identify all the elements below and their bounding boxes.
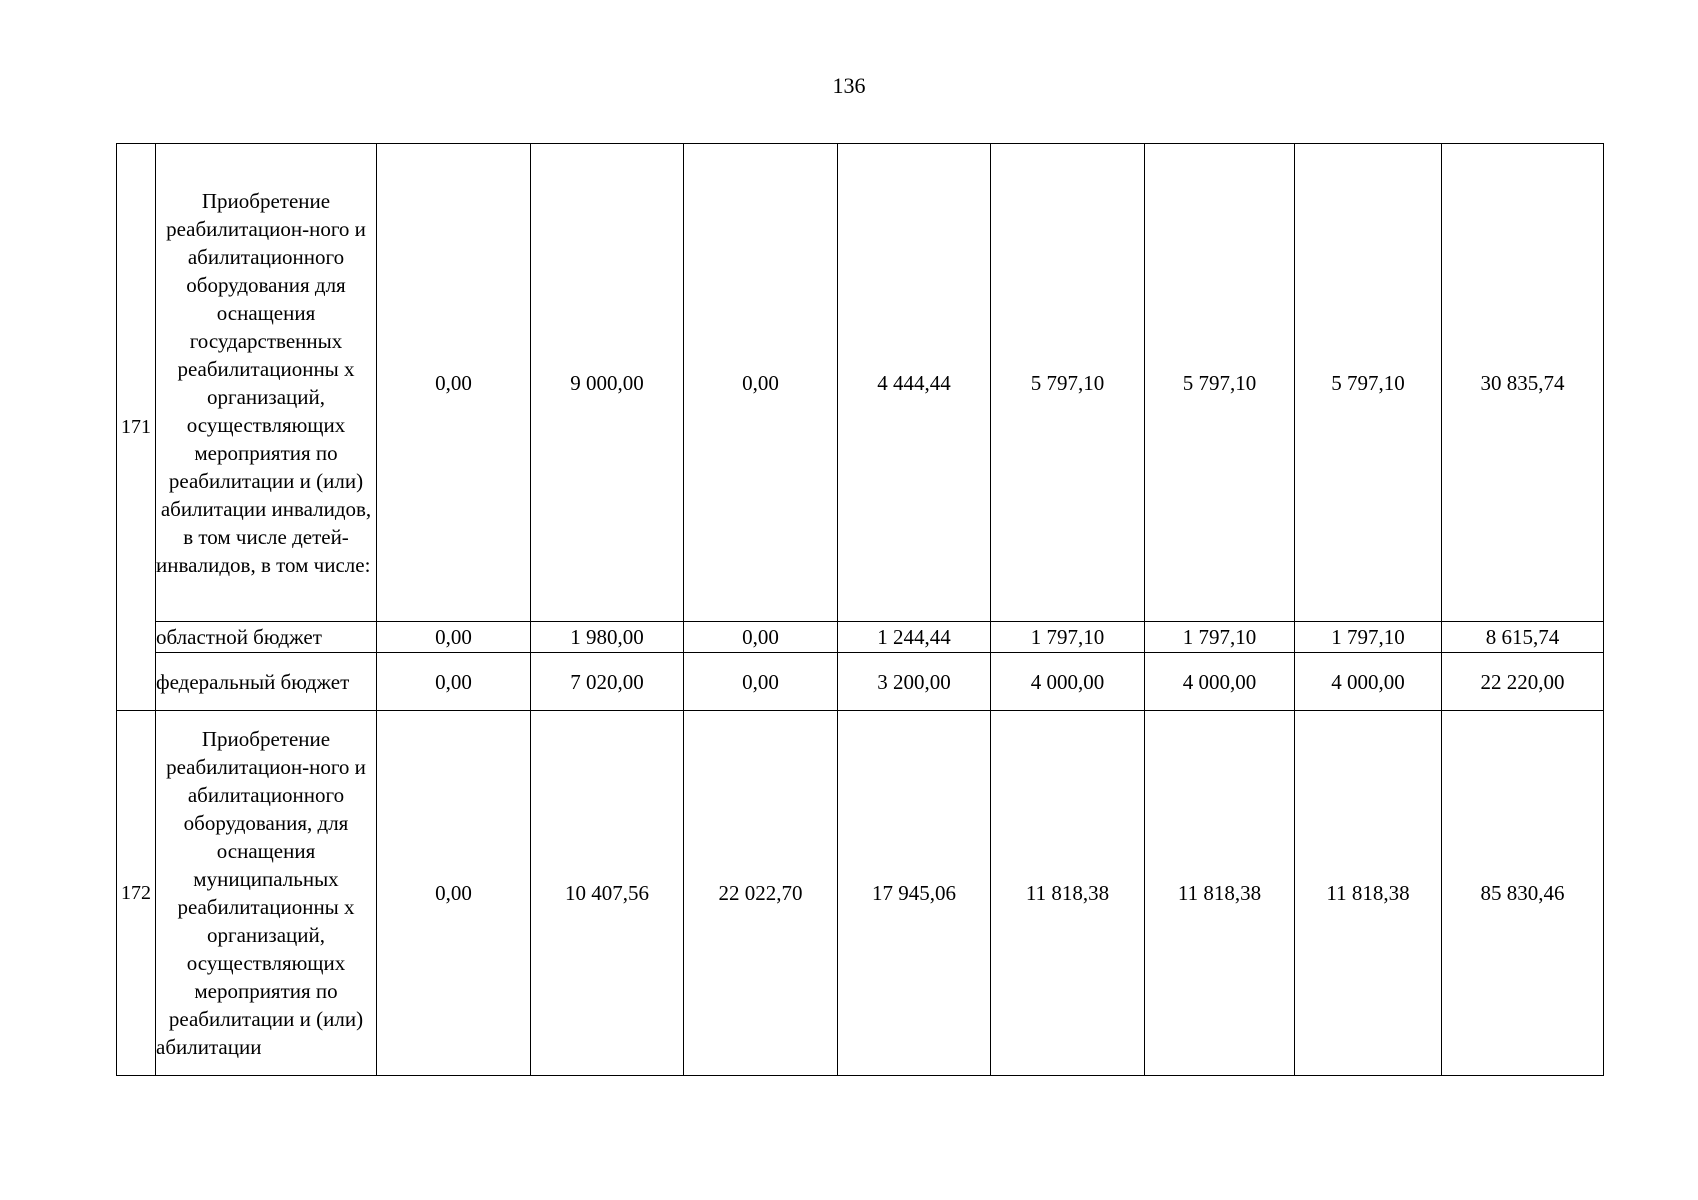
cell-value: 0,00 [377, 144, 531, 622]
cell-value: 9 000,00 [531, 144, 684, 622]
cell-value: 0,00 [684, 622, 838, 653]
cell-value: 11 818,38 [1295, 711, 1442, 1076]
cell-value: 11 818,38 [1145, 711, 1295, 1076]
cell-value-total: 8 615,74 [1442, 622, 1604, 653]
cell-value: 0,00 [684, 653, 838, 711]
row-description: областной бюджет [156, 622, 377, 653]
cell-value: 0,00 [377, 653, 531, 711]
cell-value: 3 200,00 [838, 653, 991, 711]
row-number: 172 [117, 711, 156, 1076]
cell-value: 4 000,00 [991, 653, 1145, 711]
cell-value: 7 020,00 [531, 653, 684, 711]
cell-value: 22 022,70 [684, 711, 838, 1076]
page-number: 136 [832, 73, 866, 98]
cell-value: 4 000,00 [1295, 653, 1442, 711]
cell-value: 1 980,00 [531, 622, 684, 653]
cell-value: 4 000,00 [1145, 653, 1295, 711]
cell-value: 10 407,56 [531, 711, 684, 1076]
cell-value-total: 85 830,46 [1442, 711, 1604, 1076]
row-number: 171 [117, 144, 156, 711]
row-description: Приобретение реабилитацион-ного и абилитационного оборудования, для оснащения муниципальных реабилитационны х организаций, осуществляющих мероприятия по реабилитации и (или) абилитации [156, 711, 377, 1076]
cell-value: 17 945,06 [838, 711, 991, 1076]
cell-value: 5 797,10 [991, 144, 1145, 622]
cell-value: 1 797,10 [1145, 622, 1295, 653]
table-row-171 [117, 144, 1604, 622]
cell-value: 1 797,10 [991, 622, 1145, 653]
row-description: Приобретение реабилитацион-ного и абилитационного оборудования для оснащения государственных реабилитационны х организаций, осуществляющих мероприятия по реабилитации и (или) абилитации инвалидов, в том числе детей-инвалидов, в том числе: [156, 144, 377, 622]
cell-value: 5 797,10 [1145, 144, 1295, 622]
cell-value-total: 22 220,00 [1442, 653, 1604, 711]
cell-value: 0,00 [377, 711, 531, 1076]
cell-value-total: 30 835,74 [1442, 144, 1604, 622]
cell-value: 1 797,10 [1295, 622, 1442, 653]
cell-value: 0,00 [684, 144, 838, 622]
table-row-federal-budget [117, 653, 1604, 711]
cell-value: 11 818,38 [991, 711, 1145, 1076]
row-description: федеральный бюджет [156, 653, 377, 711]
budget-table [116, 143, 1604, 1076]
table-row-regional-budget [117, 622, 1604, 653]
cell-value: 5 797,10 [1295, 144, 1442, 622]
cell-value: 1 244,44 [838, 622, 991, 653]
cell-value: 4 444,44 [838, 144, 991, 622]
table-row-172 [117, 711, 1604, 1076]
cell-value: 0,00 [377, 622, 531, 653]
